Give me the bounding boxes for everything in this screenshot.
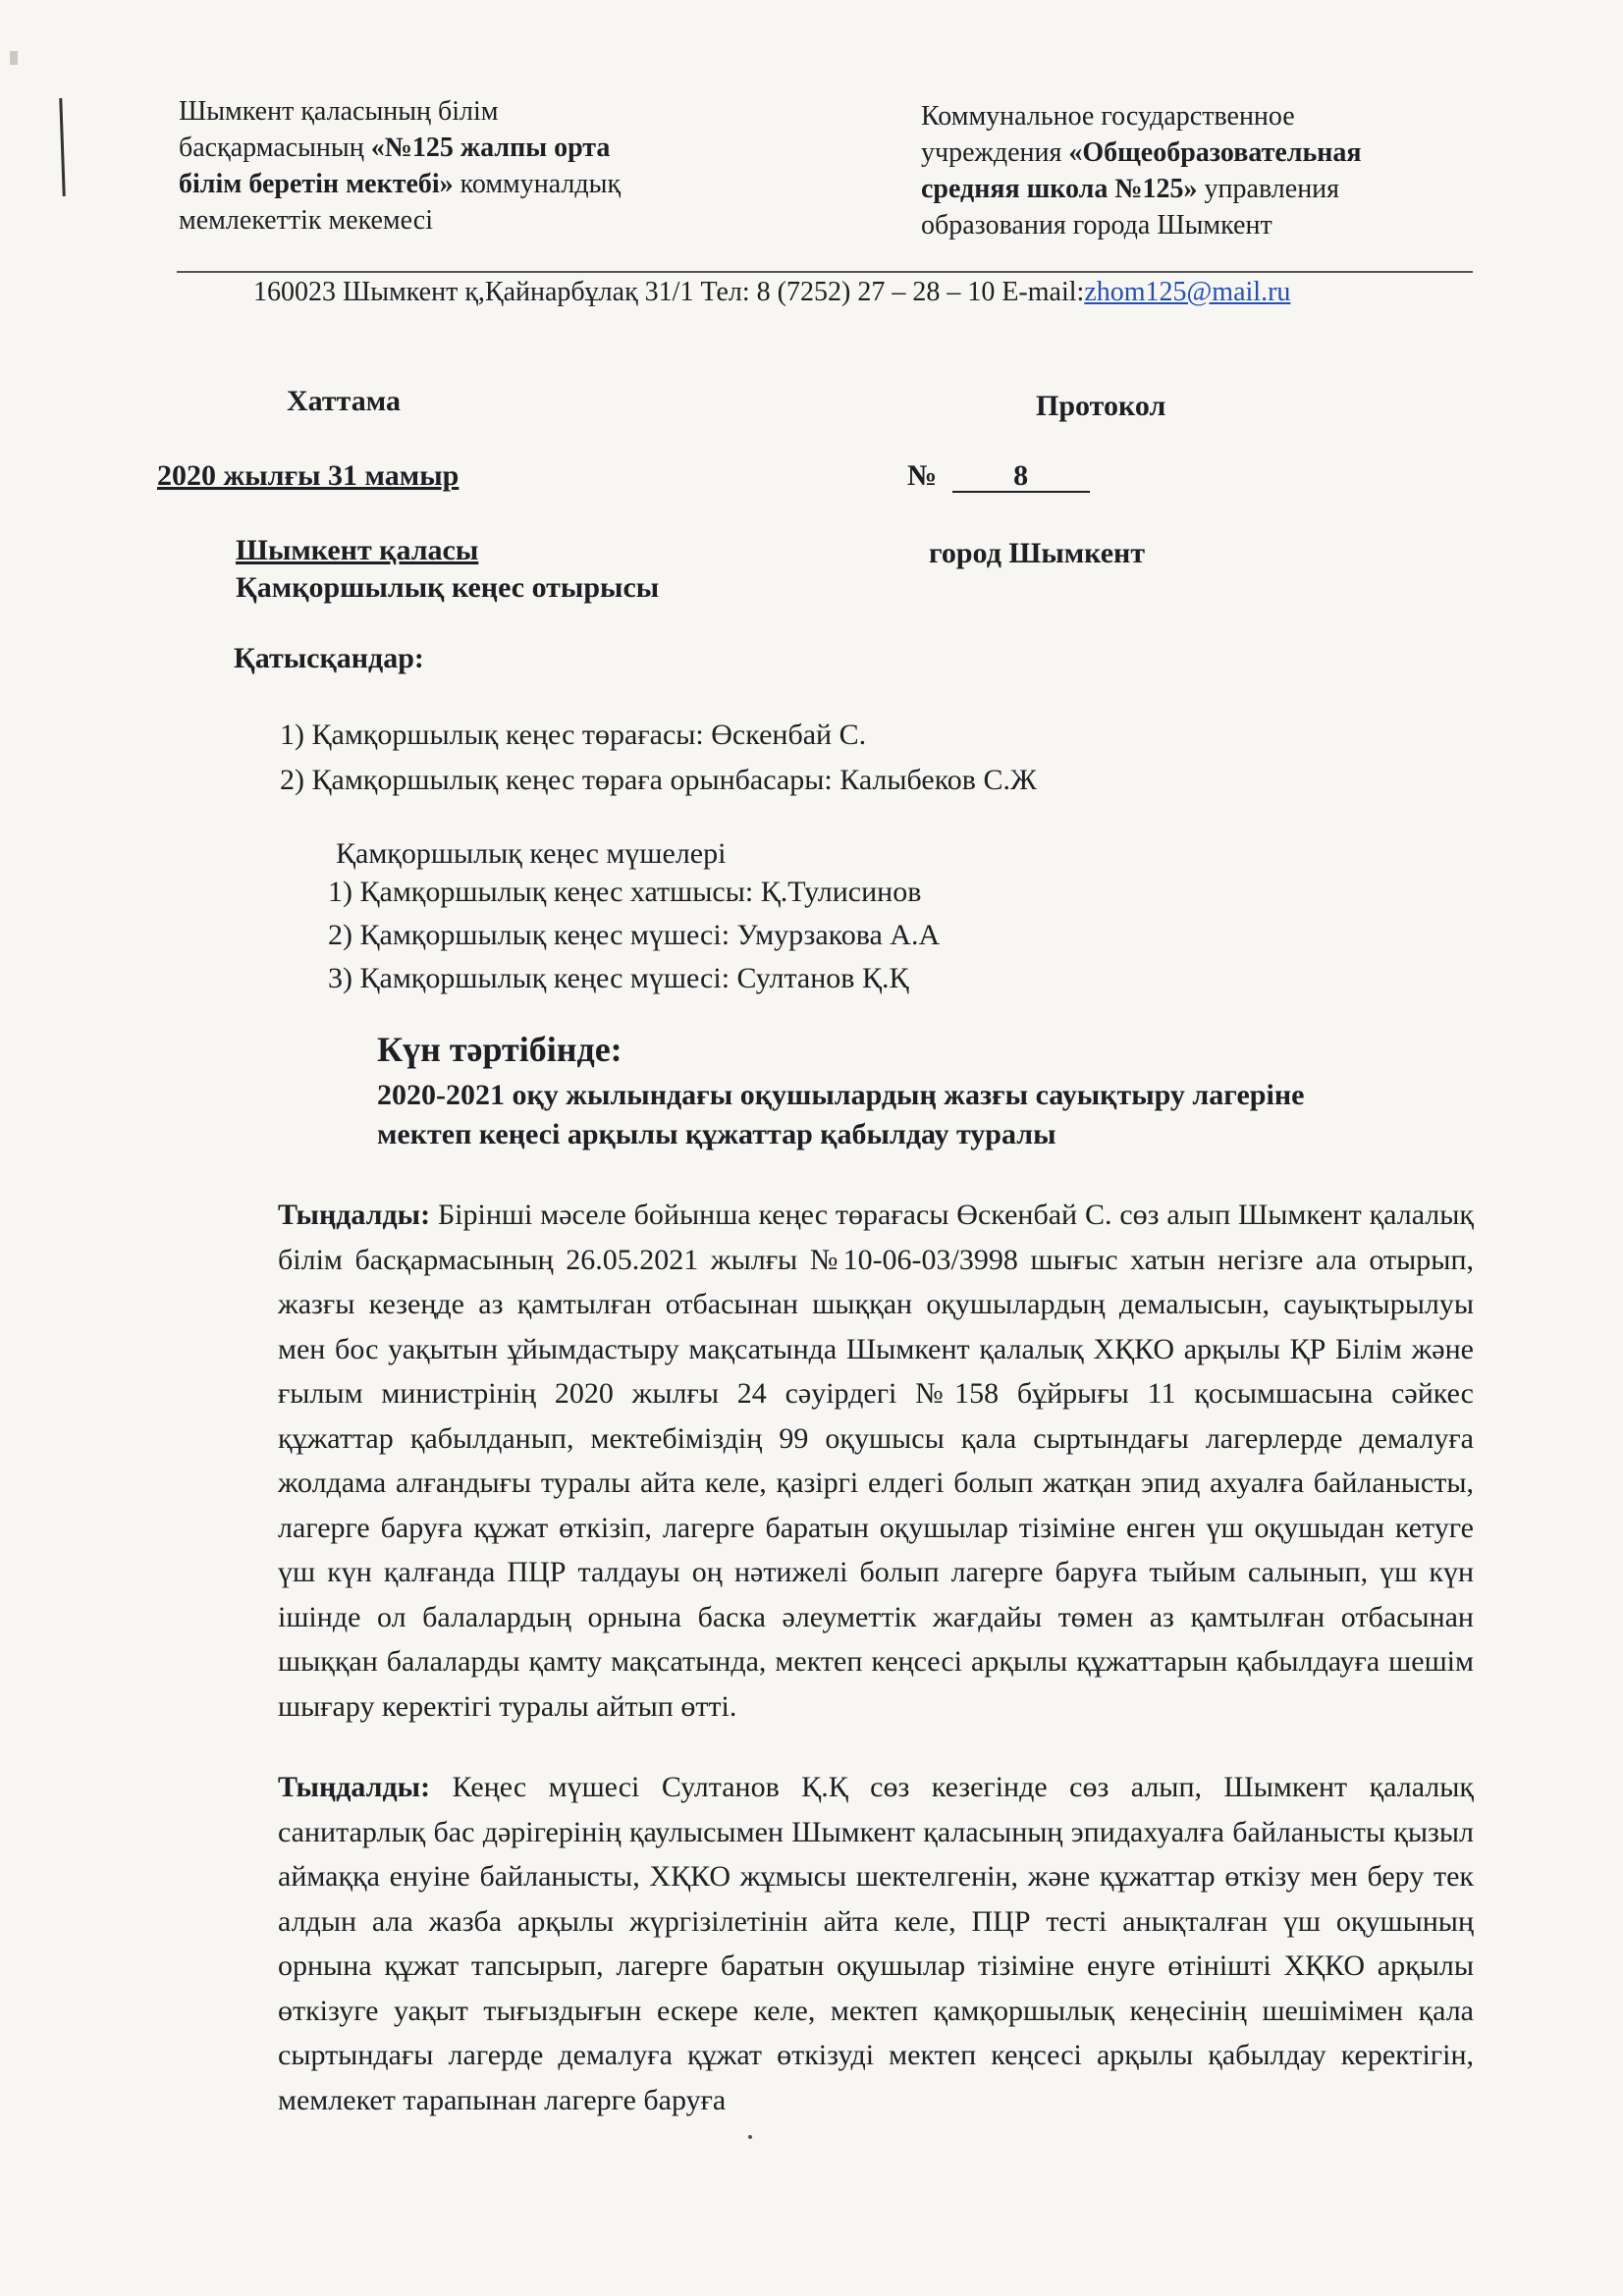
header-ru-line-3: средняя школа №125» управления bbox=[921, 174, 1340, 204]
scan-dot bbox=[748, 2135, 752, 2139]
paragraph-2 bbox=[278, 1765, 1474, 2122]
paragraph-1 bbox=[278, 1193, 1474, 1729]
paragraph-label: Тыңдалды: bbox=[278, 1771, 431, 1803]
header-kz-line-2: басқармасының «№125 жалпы орта bbox=[179, 133, 611, 163]
list-item: 2) Қамқоршылық кеңес мүшесі: Умурзакова А.А bbox=[328, 919, 941, 951]
city-ru: город Шымкент bbox=[929, 537, 1146, 569]
header-ru-line-1: Коммунальное государственное bbox=[921, 101, 1295, 132]
attendees-list bbox=[280, 715, 1037, 805]
header-ru-line-4: образования города Шымкент bbox=[921, 210, 1272, 240]
header-ru bbox=[921, 98, 1510, 243]
list-item: 1) Қамқоршылық кеңес хатшысы: Қ.Тулисинов bbox=[328, 876, 922, 908]
title-ru: Протокол bbox=[1036, 390, 1166, 422]
city-kz: Шымкент қаласы bbox=[236, 534, 479, 566]
meeting-title: Қамқоршылық кеңес отырысы bbox=[236, 571, 660, 604]
email-link[interactable]: zhom125@mail.ru bbox=[1084, 277, 1291, 307]
scan-mark bbox=[10, 51, 18, 65]
title-kz: Хаттама bbox=[287, 385, 401, 417]
members-list bbox=[328, 872, 940, 1001]
list-item: 1) Қамқоршылық кеңес төрағасы: Өскенбай С. bbox=[280, 719, 867, 751]
agenda-text: 2020-2021 оқу жылындағы оқушылардың жазғы сауықтыру лагеріне мектеп кеңесі арқылы құжаттар қабылдау туралы bbox=[377, 1079, 1305, 1150]
list-item: 3) Қамқоршылық кеңес мүшесі: Султанов Қ.Қ bbox=[328, 962, 909, 994]
paragraph-text: Кеңес мүшесі Султанов Қ.Қ сөз кезегінде сөз алып, Шымкент қалалық санитарлық бас дәрігерінің қаулысымен Шымкент қаласының эпидахуалға байланысты қызыл аймаққа енуіне байланысты, ХҚКО жұмысы шектелгенін, және құжаттар өткізу мен беру тек алдын ала жазба арқылы жүргізілетінін айта келе, ПЦР тесті анықталған үш оқушының орнына құжат тапсырып, лагерге баратын оқушылар тізіміне енуге өтінішті ХҚКО арқылы өткізуге уақыт тығыздығын ескере келе, мектеп қамқоршылық кеңесінің шешімімен қала сыртындағы лагерде демалуға құжат өткізуді мектеп кеңсесі арқылы қабылдау керектігін, мемлекет тарапынан лагерге баруға bbox=[278, 1771, 1474, 2116]
header-kz-line-3: білім беретін мектебі» коммуналдық bbox=[179, 169, 622, 199]
header-kz-line-1: Шымкент қаласының білім bbox=[179, 96, 499, 127]
members-heading: Қамқоршылық кеңес мүшелері bbox=[336, 837, 727, 870]
paragraph-text: Бірінші мәселе бойынша кеңес төрағасы Өскенбай С. сөз алып Шымкент қалалық білім басқармасының 26.05.2021 жылғы №10-06-03/3998 шығыс хатын негізге ала отырып, жазғы кезеңде аз қамтылған отбасынан шыққан оқушылардың демалысын, сауықтырылуы мен бос уақытын ұйымдастыру мақсатында Шымкент қалалық ХҚКО арқылы ҚР Білім және ғылым министрінің 2020 жылғы 24 сәуірдегі №158 бұйрығы 11 қосымшасына сәйкес құжаттар қабылданып, мектебіміздің 99 оқушысы қала сыртындағы лагерлерде демалуға жолдама алғандығы туралы айта келе, қазіргі елдегі болып жатқан эпид ахуалға байланысты, лагерге баруға құжат өткізіп, лагерге баратын оқушылар тізіміне енген үш оқушыдан кетуге үш күн қалғанда ПЦР талдауы оң нәтижелі болып лагерге баруға тыйым салынып, үш күн ішінде ол балалардың орнына баска әлеуметтік жағдайы төмен аз қамтылған отбасынан шыққан балаларды қамту мақсатында, мектеп кеңсесі арқылы құжаттарын қабылдауға шешім шығару керектігі туралы айтып өтті. bbox=[278, 1199, 1474, 1723]
header-kz bbox=[179, 93, 768, 239]
header-kz-line-4: мемлекеттік мекемесі bbox=[179, 205, 433, 236]
list-item: 2) Қамқоршылық кеңес төраға орынбасары: Калыбеков С.Ж bbox=[280, 764, 1037, 796]
agenda-heading: Күн тәртібінде: bbox=[377, 1030, 622, 1069]
paragraph-label: Тыңдалды: bbox=[278, 1199, 431, 1231]
protocol-number: № 8 bbox=[907, 459, 1090, 493]
address-line: 160023 Шымкент қ,Қайнарбұлақ 31/1 Тел: 8 (7252) 27 – 28 – 10 E-mail:zhom125@mail.ru bbox=[253, 277, 1291, 307]
margin-pen-mark bbox=[59, 98, 65, 196]
attendees-heading: Қатысқандар: bbox=[234, 642, 424, 674]
protocol-date: 2020 жылғы 31 мамыр bbox=[157, 459, 460, 492]
header-divider bbox=[177, 271, 1473, 273]
header-ru-line-2: учреждения «Общеобразовательная bbox=[921, 137, 1362, 168]
